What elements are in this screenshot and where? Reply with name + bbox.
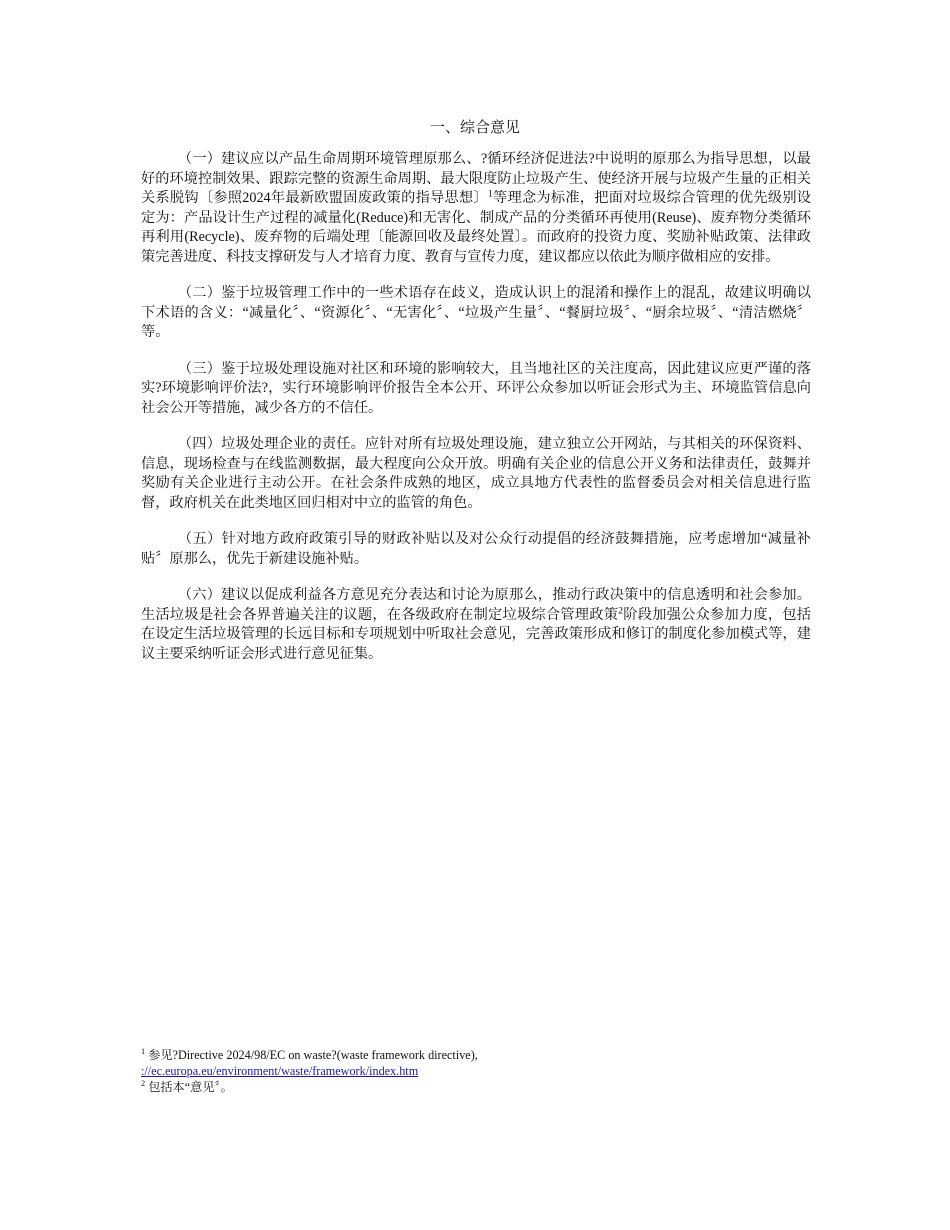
paragraph-1-text-b: 等理念为标准，把面对垃圾综合管理的优先级别设定为：产品设计生产过程的减量化(Reduce)和无害化、制成产品的分类循环再使用(Reuse)、废弃物分类循环再利用(Recycle)、废弃物的后端处理〔能源回收及最终处置〕。而政府的投资力度、奖励补贴政策、法律政策完善进度、科技支撑研发与人才培育力度、教育与宣传力度，建议都应以依此为顺序做相应的安排。: [141, 190, 811, 265]
footnote-1-link[interactable]: ://ec.europa.eu/environment/waste/framework/index.htm: [141, 1064, 419, 1078]
paragraph-3: （三）鉴于垃圾处理设施对社区和环境的影响较大，且当地社区的关注度高，因此建议应更严谨的落实?环境影响评价法?，实行环境影响评价报告全本公开、环评公众参加以听证会形式为主、环境监管信息向社会公开等措施，减少各方的不信任。: [141, 360, 811, 416]
section-title: 一、综合意见: [429, 120, 520, 136]
paragraph-6-text-a: （六）建议以促成利益各方意见充分表达和讨论为原那么，推动行政决策中的信息透明和社会参加。生活垃圾是社会各界普遍关注的议题，在各级政府在制定垃圾综合管理政策: [141, 587, 811, 623]
paragraph-1-text-a: （一）建议应以产品生命周期环境管理原那么、?循环经济促进法?中说明的原那么为指导思想，以最好的环境控制效果、跟踪完整的资源生命周期、最大限度防止垃圾产生、使经济开展与垃圾产生量的正相关关系脱钩〔参照2024年最新欧盟固废政策的指导思想〕: [141, 151, 811, 206]
paragraph-6-text-b: 阶段加强公众参加力度，包括在设定生活垃圾管理的长远目标和专项规划中听取社会意见，完善政策形成和修订的制度化参加模式等，建议主要采纳听证会形式进行意见征集。: [141, 606, 811, 662]
footnote-ref-2[interactable]: 2: [618, 604, 623, 616]
paragraph-4: （四）垃圾处理企业的责任。应针对所有垃圾处理设施，建立独立公开网站，与其相关的环保资料、信息，现场检查与在线监测数据，最大程度向公众开放。明确有关企业的信息公开义务和法律责任，鼓舞并奖励有关企业进行主动公开。在社会条件成熟的地区，成立具地方代表性的监督委员会对相关信息进行监督，政府机关在此类地区回归相对中立的监管的角色。: [141, 436, 811, 511]
document-body: [141, 150, 811, 681]
footnote-2-mark: 2: [141, 1078, 146, 1088]
paragraph-1: [141, 150, 811, 267]
footnote-ref-1[interactable]: 1: [487, 188, 493, 200]
footnote-1-mark: 1: [141, 1046, 146, 1056]
paragraph-2: （二）鉴于垃圾管理工作中的一些术语存在歧义，造成认识上的混淆和操作上的混乱，故建议明确以下术语的含义：“减量化〞、“资源化〞、“无害化〞、“垃圾产生量〞、“餐厨垃圾〞、“厨余垃圾〞、“清洁燃烧〞等。: [141, 285, 811, 340]
footnote-2: [141, 1079, 811, 1095]
paragraph-5: （五）针对地方政府政策引导的财政补贴以及对公众行动提倡的经济鼓舞措施，应考虑增加“减量补贴〞原那么，优先于新建设施补贴。: [141, 531, 811, 567]
footnote-2-text: 包括本“意见〞。: [145, 1080, 233, 1094]
footnote-1-text: 参见?Directive 2024/98/EC on waste?(waste framework directive),: [145, 1048, 478, 1062]
paragraph-6: [141, 586, 811, 664]
footnote-1: [141, 1047, 811, 1079]
footnotes: [141, 1047, 811, 1095]
